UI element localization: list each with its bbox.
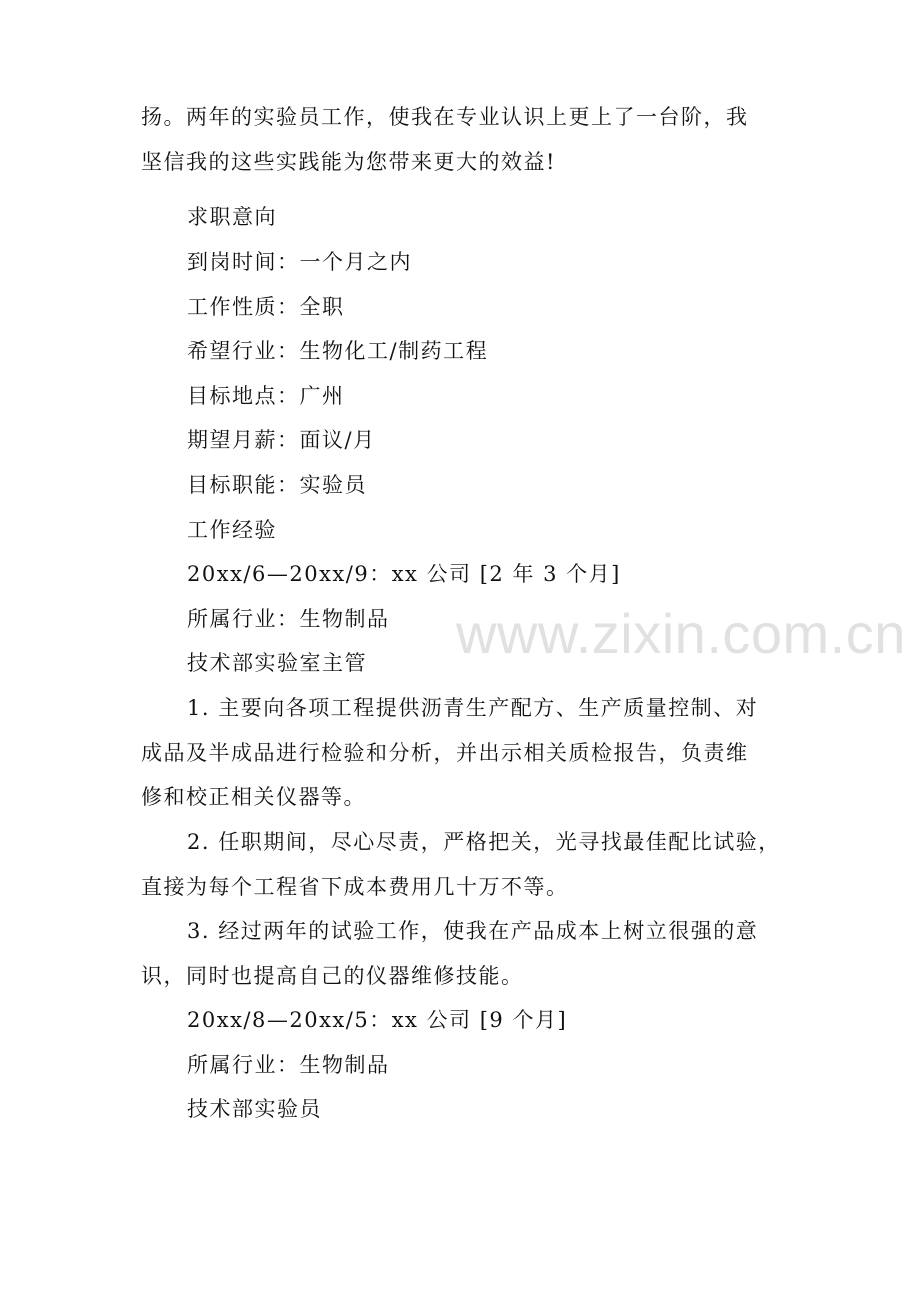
job1-duty-2-line-1: 2. 任职期间，尽心尽责，严格把关，光寻找最佳配比试验， [187,830,781,854]
job1-duty-1 [141,686,789,820]
job1-duty-3-line-1: 3. 经过两年的试验工作，使我在产品成本上树立很强的意 [187,919,759,943]
intent-function: 目标职能：实验员 [187,473,367,497]
intent-arrival-time: 到岗时间：一个月之内 [187,250,412,274]
job1-duty-2 [141,820,789,909]
intro-line-2: 坚信我的这些实践能为您带来更大的效益! [141,149,556,174]
job1-position: 技术部实验室主管 [187,651,367,675]
job1-duty-1-line-2: 成品及半成品进行检验和分析，并出示相关质检报告，负责维 [141,740,749,765]
job1-duty-3 [141,909,789,998]
intent-heading: 求职意向 [187,205,277,229]
job1-duty-1-line-3: 修和校正相关仪器等。 [141,785,366,809]
intent-industry: 希望行业：生物化工/制药工程 [187,339,489,363]
job1-duty-1-line-1: 1. 主要向各项工程提供沥青生产配方、生产质量控制、对 [187,696,759,720]
intent-location: 目标地点：广州 [187,384,345,408]
intro-paragraph [141,95,789,184]
job2-period: 20xx/8—20xx/5：xx 公司 [9 个月] [187,1008,568,1032]
intro-line-1: 扬。两年的实验员工作，使我在专业认识上更上了一台阶，我 [141,105,749,129]
experience-heading: 工作经验 [187,518,277,542]
job2-industry: 所属行业：生物制品 [187,1053,390,1077]
intent-job-type: 工作性质：全职 [187,295,345,319]
job1-industry: 所属行业：生物制品 [187,607,390,631]
intent-salary: 期望月薪：面议/月 [187,428,376,452]
watermark: www.zixin.com.cn [456,602,906,665]
job2-position: 技术部实验员 [187,1097,322,1121]
job1-period: 20xx/6—20xx/9：xx 公司 [2 年 3 个月] [187,562,621,586]
job1-duty-3-line-2: 识，同时也提高自己的仪器维修技能。 [141,963,524,988]
job1-duty-2-line-2: 直接为每个工程省下成本费用几十万不等。 [141,874,569,899]
